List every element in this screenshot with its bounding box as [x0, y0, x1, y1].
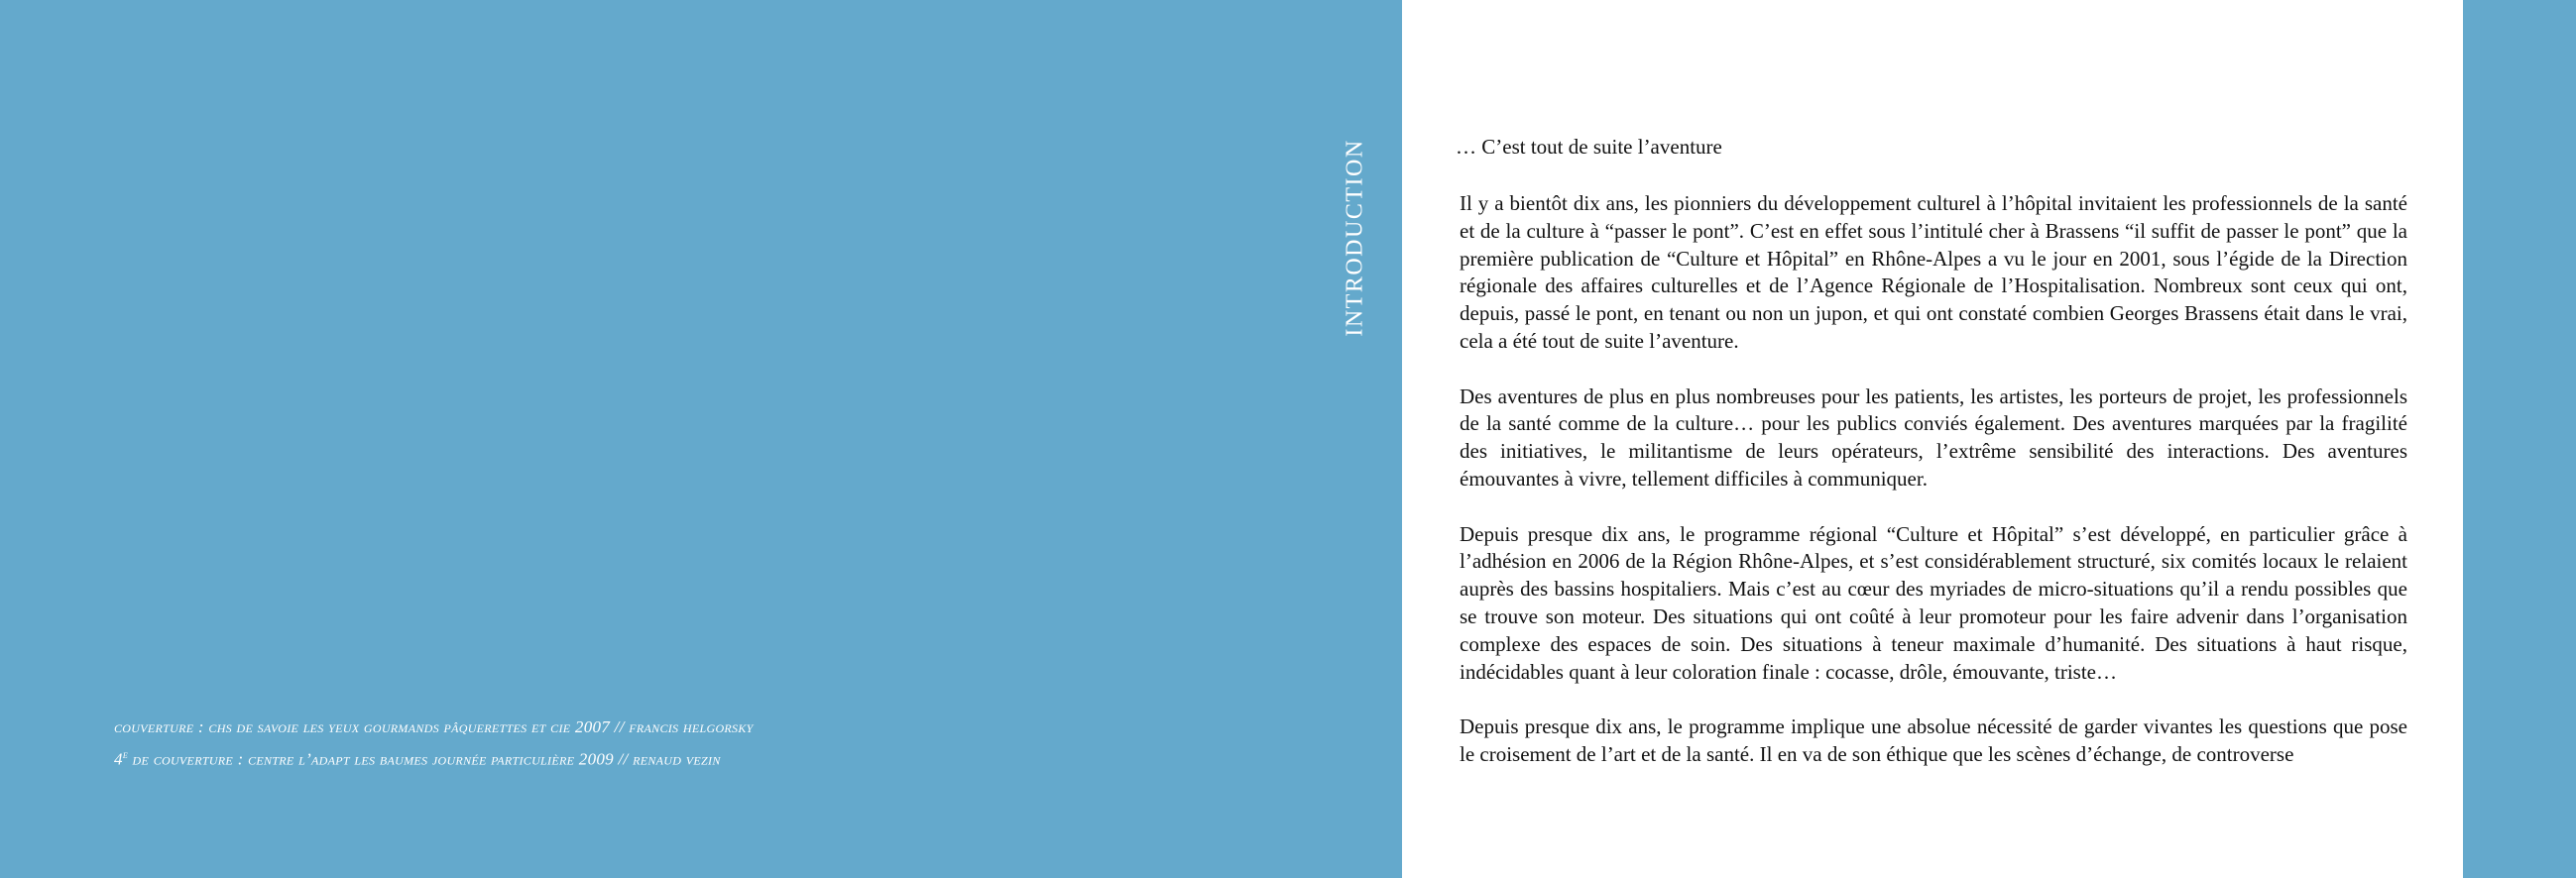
paragraph: Depuis presque dix ans, le programme implique une absolue nécessité de garder vivantes les questions que pose le croisement de l’art et de la santé. Il en va de son éthique que les scènes d’échange, de controverse — [1460, 714, 2407, 766]
body-text — [1460, 190, 2407, 797]
credit-back-cover-superscript: e — [122, 749, 128, 761]
credit-cover: couverture : chs de savoie les yeux gourmands pâquerettes et cie 2007 // francis helgorsky — [114, 717, 754, 736]
credit-back-cover-text: de couverture : centre l’adapt les baumes journée particulière 2009 // renaud vezin — [128, 749, 721, 769]
photo-credits — [114, 713, 754, 774]
credit-back-cover-number: 4 — [114, 749, 123, 769]
credit-back-cover — [114, 741, 754, 774]
section-heading-text: INTRODUCTION — [1342, 139, 1368, 337]
paragraph: Il y a bientôt dix ans, les pionniers du développement culturel à l’hôpital invitaient les professionnels de la santé et de la culture à “passer le pont”. C’est en effet sous l’intitulé cher à Brassens “il suffit de passer le pont” que la première publication de “Culture et Hôpital” en Rhône-Alpes a vu le jour en 2001, sous l’égide de la Direction régionale des affaires culturelles et de l’Agence Régionale de l’Hospitalisation. Nombreux sont ceux qui ont, depuis, passé le pont, en tenant ou non un jupon, et qui ont constaté combien Georges Brassens était dans le vrai, cela a été tout de suite l’aventure. — [1460, 191, 2407, 353]
text-page — [1402, 0, 2463, 878]
paragraph: Des aventures de plus en plus nombreuses pour les patients, les artistes, les porteurs de projet, les professionnels de la santé comme de la culture… pour les publics conviés également. Des aventures marquées par la fragilité des initiatives, le militantisme de leurs opérateurs, l’extrême sensibilité des interactions. Des aventures émouvantes à vivre, tellement difficiles à communiquer. — [1460, 384, 2407, 491]
page-subtitle: … C’est tout de suite l’aventure — [1456, 135, 1722, 159]
page-edge-strip — [2463, 0, 2576, 878]
paragraph: Depuis presque dix ans, le programme régional “Culture et Hôpital” s’est développé, en particulier grâce à l’adhésion en 2006 de la Région Rhône-Alpes, et s’est considérablement structuré, six comités locaux le relaient auprès des bassins hospitaliers. Mais c’est au cœur des myriades de micro-situations qu’il a rendu possibles que se trouve son moteur. Des situations qui ont coûté à leur promoteur pour les faire advenir dans l’organisation complexe des espaces de soin. Des situations à teneur maximale d’humanité. Des situations à haut risque, indécidables quant à leur coloration finale : cocasse, drôle, émouvante, triste… — [1460, 521, 2407, 684]
section-heading — [1341, 139, 1370, 337]
